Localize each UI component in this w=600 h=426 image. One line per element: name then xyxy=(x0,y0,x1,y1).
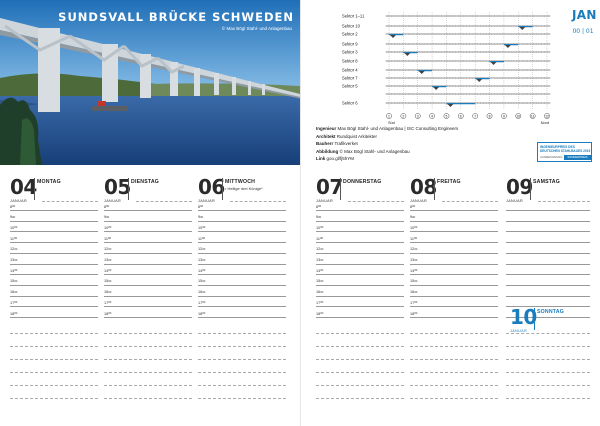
hour-line[interactable] xyxy=(10,274,98,275)
hour-label: $16^{00}$ xyxy=(198,289,206,295)
hour-label: $9^{00}$ xyxy=(104,214,110,220)
day-name: FREITAG xyxy=(437,179,461,185)
hour-label: $16^{00}$ xyxy=(10,289,18,295)
hour-line[interactable] xyxy=(104,306,192,307)
hour-label: $11^{00}$ xyxy=(10,236,18,241)
hour-line[interactable] xyxy=(10,317,98,318)
pier-number: 12 xyxy=(545,114,549,119)
info-bauherr: Bauherr Trafikverket xyxy=(316,141,358,146)
construction-sequence-diagram xyxy=(342,10,554,130)
hour-label: $9^{00}$ xyxy=(198,214,204,220)
support-bracket xyxy=(433,87,439,90)
award-highlight: SONDERPREIS xyxy=(564,155,591,160)
notes-line[interactable] xyxy=(10,385,98,386)
day-donnerstag xyxy=(316,177,404,203)
page-gutter xyxy=(300,0,301,426)
day-divider xyxy=(222,178,223,200)
hour-line[interactable] xyxy=(104,253,192,254)
hour-label: $14^{00}$ xyxy=(198,268,206,273)
hour-label: $13^{00}$ xyxy=(410,257,418,262)
notes-line[interactable] xyxy=(410,385,498,386)
hour-label: $12^{00}$ xyxy=(198,246,206,252)
notes-line[interactable] xyxy=(410,359,498,360)
pier-number: 9 xyxy=(502,114,505,119)
notes-line[interactable] xyxy=(198,346,286,347)
hour-label: $12^{00}$ xyxy=(104,246,112,252)
notes-line[interactable] xyxy=(316,359,404,360)
hour-label: $10^{00}$ xyxy=(410,225,418,230)
support-bracket xyxy=(505,45,511,48)
hour-line[interactable] xyxy=(316,210,404,211)
award-line2: DEUTSCHEN STAHLBAUES 2019 xyxy=(540,148,591,153)
hour-line[interactable] xyxy=(10,306,98,307)
support-bracket xyxy=(476,79,482,82)
hour-label: $17^{00}$ xyxy=(104,300,112,305)
hour-label: $15^{00}$ xyxy=(410,278,418,284)
hour-label: $16^{00}$ xyxy=(104,289,112,295)
section-label: Sektor 6 xyxy=(342,100,358,106)
hour-label: $15^{00}$ xyxy=(198,278,206,284)
header-dotted-line xyxy=(538,201,590,202)
hour-label: $8^{00}$ xyxy=(316,204,322,209)
day-number: 08 xyxy=(410,175,437,199)
hour-label: $10^{00}$ xyxy=(104,225,112,230)
day-month: JANUAR xyxy=(510,329,527,333)
hour-line[interactable] xyxy=(198,242,286,243)
notes-line[interactable] xyxy=(10,333,98,334)
hour-line[interactable] xyxy=(506,264,590,265)
section-label: Sektor 4 xyxy=(342,67,358,73)
hour-line[interactable] xyxy=(198,231,286,232)
hour-line[interactable] xyxy=(198,317,286,318)
hour-line[interactable] xyxy=(410,306,498,307)
hour-line[interactable] xyxy=(104,210,192,211)
support-bracket xyxy=(390,35,396,38)
notes-line[interactable] xyxy=(198,398,286,399)
notes-line[interactable] xyxy=(506,372,590,373)
day-divider xyxy=(530,178,531,200)
notes-line[interactable] xyxy=(410,398,498,399)
hour-label: $10^{00}$ xyxy=(316,225,324,230)
day-month: JANUAR xyxy=(410,199,427,203)
hour-line[interactable] xyxy=(506,285,590,286)
hour-line[interactable] xyxy=(104,317,192,318)
hour-label: $8^{00}$ xyxy=(10,204,16,209)
hour-label: $12^{00}$ xyxy=(410,246,418,252)
pier-number: 7 xyxy=(474,114,477,119)
day-name: MITTWOCH xyxy=(225,179,256,185)
hour-label: $18^{00}$ xyxy=(10,311,18,316)
day-name: DIENSTAG xyxy=(131,179,160,185)
header-dotted-line xyxy=(136,201,192,202)
award-badge xyxy=(537,142,592,162)
day-sonntag xyxy=(510,307,590,333)
info-abbildung: Abbildung © Max Bögl Stahl- und Anlagenbau xyxy=(316,148,410,154)
photo-title: SUNDSVALL BRÜCKE SCHWEDEN xyxy=(58,10,294,24)
day-name: SAMSTAG xyxy=(533,179,560,185)
support-bracket xyxy=(419,71,425,74)
day-month: JANUAR xyxy=(316,199,333,203)
hour-line[interactable] xyxy=(10,264,98,265)
hour-line[interactable] xyxy=(316,264,404,265)
notes-line[interactable] xyxy=(316,385,404,386)
notes-line[interactable] xyxy=(104,346,192,347)
notes-line[interactable] xyxy=(316,372,404,373)
hour-label: $18^{00}$ xyxy=(198,311,206,316)
hour-label: $11^{00}$ xyxy=(410,236,418,241)
hour-label: $13^{00}$ xyxy=(198,257,206,262)
hour-label: $18^{00}$ xyxy=(104,311,112,316)
hour-line[interactable] xyxy=(10,221,98,222)
day-divider xyxy=(434,178,435,200)
notes-line[interactable] xyxy=(10,346,98,347)
hour-line[interactable] xyxy=(10,253,98,254)
hour-line[interactable] xyxy=(104,221,192,222)
day-name: SONNTAG xyxy=(537,309,564,315)
notes-line[interactable] xyxy=(104,398,192,399)
hour-label: $15^{00}$ xyxy=(10,278,18,284)
hour-line[interactable] xyxy=(410,285,498,286)
hour-label: $18^{00}$ xyxy=(410,311,418,316)
section-label: Sektor 8 xyxy=(342,58,358,64)
hour-label: $10^{00}$ xyxy=(198,225,206,230)
hour-line[interactable] xyxy=(316,221,404,222)
info-ingenieur: Ingenieur Max Bögl Stahl- und Anlagenbau | ISC Consulting Engineers xyxy=(316,126,459,131)
day-divider xyxy=(34,178,35,200)
hour-line[interactable] xyxy=(10,285,98,286)
hour-label: $17^{00}$ xyxy=(198,300,206,305)
hour-line[interactable] xyxy=(198,296,286,297)
hour-line[interactable] xyxy=(410,253,498,254)
hour-label: $11^{00}$ xyxy=(316,236,324,241)
day-name: MONTAG xyxy=(37,179,61,185)
support-bracket xyxy=(491,62,497,65)
hour-line[interactable] xyxy=(316,231,404,232)
notes-line[interactable] xyxy=(410,372,498,373)
hour-line[interactable] xyxy=(198,285,286,286)
section-label: Sektor 9 xyxy=(342,41,358,47)
hour-label: $17^{00}$ xyxy=(10,300,18,305)
hour-label: $11^{00}$ xyxy=(104,236,112,241)
hour-label: $12^{00}$ xyxy=(10,246,18,252)
month-number: 00 | 01 xyxy=(572,28,594,35)
header-dotted-line xyxy=(230,201,286,202)
axis-left-label: Süd xyxy=(388,121,395,125)
day-number: 04 xyxy=(10,175,37,199)
hour-line[interactable] xyxy=(410,210,498,211)
header-dotted-line xyxy=(42,201,98,202)
day-month: JANUAR xyxy=(10,199,27,203)
day-divider xyxy=(534,308,535,330)
hour-line[interactable] xyxy=(316,253,404,254)
award-line1: INGENIEURPREIS DES xyxy=(540,144,575,149)
section-label: Sektor 7 xyxy=(342,75,358,81)
photo-credit: © Max Bögl Stahl- und Anlagenbau xyxy=(221,26,292,31)
header-dotted-line xyxy=(348,201,404,202)
hour-line[interactable] xyxy=(104,285,192,286)
hour-line[interactable] xyxy=(506,296,590,297)
hour-line[interactable] xyxy=(410,274,498,275)
notes-line[interactable] xyxy=(506,385,590,386)
bridge-photo xyxy=(0,0,300,165)
hour-line[interactable] xyxy=(198,221,286,222)
hour-line[interactable] xyxy=(316,274,404,275)
award-line3: AUSZEICHNUNG xyxy=(540,155,563,159)
hour-line[interactable] xyxy=(316,306,404,307)
hour-line[interactable] xyxy=(198,264,286,265)
notes-line[interactable] xyxy=(410,333,498,334)
day-number: 05 xyxy=(104,175,131,199)
hour-label: $14^{00}$ xyxy=(410,268,418,273)
hour-line[interactable] xyxy=(410,242,498,243)
hour-label: $8^{00}$ xyxy=(410,204,416,209)
notes-line[interactable] xyxy=(316,333,404,334)
hour-line[interactable] xyxy=(104,296,192,297)
hour-line[interactable] xyxy=(410,296,498,297)
hour-line[interactable] xyxy=(10,296,98,297)
day-name: DONNERSTAG xyxy=(343,179,382,185)
notes-line[interactable] xyxy=(104,333,192,334)
notes-line[interactable] xyxy=(10,398,98,399)
notes-line[interactable] xyxy=(316,346,404,347)
hour-line[interactable] xyxy=(316,285,404,286)
pier-number: 6 xyxy=(459,114,462,119)
day-divider xyxy=(340,178,341,200)
hour-line[interactable] xyxy=(506,231,590,232)
hour-label: $17^{00}$ xyxy=(316,300,324,305)
hour-label: $14^{00}$ xyxy=(316,268,324,273)
hour-line[interactable] xyxy=(198,274,286,275)
hour-line[interactable] xyxy=(506,210,590,211)
notes-line[interactable] xyxy=(198,372,286,373)
hour-label: $18^{00}$ xyxy=(316,311,324,316)
day-dienstag xyxy=(104,177,192,203)
notes-line[interactable] xyxy=(506,333,590,334)
day-number: 06 xyxy=(198,175,225,199)
notes-line[interactable] xyxy=(104,372,192,373)
hour-label: $13^{00}$ xyxy=(104,257,112,262)
pier-number: 2 xyxy=(402,114,405,119)
day-mittwoch xyxy=(198,177,286,203)
hour-line[interactable] xyxy=(506,242,590,243)
hour-label: $17^{00}$ xyxy=(410,300,418,305)
day-samstag xyxy=(506,177,590,203)
day-number: 07 xyxy=(316,175,343,199)
bridge-illustration xyxy=(0,0,300,165)
notes-line[interactable] xyxy=(104,385,192,386)
pier-number: 4 xyxy=(431,114,434,119)
hour-line[interactable] xyxy=(10,210,98,211)
day-number: 10 xyxy=(510,305,537,329)
month-block xyxy=(572,8,597,35)
pier-number: 11 xyxy=(530,114,535,119)
hour-label: $15^{00}$ xyxy=(104,278,112,284)
hour-line[interactable] xyxy=(410,317,498,318)
info-architekt: Architekt Rundquist Arkitekter xyxy=(316,133,378,139)
hour-line[interactable] xyxy=(410,221,498,222)
day-freitag xyxy=(410,177,498,203)
info-link[interactable]: Link goo.gl/fj5hYM xyxy=(316,156,355,161)
hour-line[interactable] xyxy=(104,274,192,275)
hour-line[interactable] xyxy=(506,221,590,222)
pier-number: 3 xyxy=(416,114,419,119)
section-label: Sektor 10 xyxy=(342,23,360,29)
pier-number: 10 xyxy=(516,114,521,119)
day-divider xyxy=(128,178,129,200)
day-month: JANUAR xyxy=(506,199,523,203)
hour-line[interactable] xyxy=(506,274,590,275)
hour-line[interactable] xyxy=(198,306,286,307)
hour-line[interactable] xyxy=(198,253,286,254)
section-label: Sektor 2 xyxy=(342,31,358,37)
day-montag xyxy=(10,177,98,203)
support-bracket xyxy=(404,53,410,56)
holiday-note: • Heilige drei Könige* xyxy=(225,186,263,191)
support-bracket xyxy=(519,27,525,30)
section-label: Sektor 1–11 xyxy=(342,13,365,19)
hour-line[interactable] xyxy=(198,210,286,211)
notes-line[interactable] xyxy=(506,346,590,347)
notes-line[interactable] xyxy=(198,359,286,360)
hour-label: $13^{00}$ xyxy=(10,257,18,262)
hour-label: $9^{00}$ xyxy=(10,214,16,220)
notes-line[interactable] xyxy=(104,359,192,360)
hour-line[interactable] xyxy=(10,242,98,243)
header-dotted-line xyxy=(442,201,498,202)
hour-label: $16^{00}$ xyxy=(316,289,324,295)
section-label: Sektor 3 xyxy=(342,49,358,55)
notes-line[interactable] xyxy=(506,359,590,360)
hour-label: $9^{00}$ xyxy=(410,214,416,220)
axis-right-label: Nord xyxy=(540,121,549,125)
notes-line[interactable] xyxy=(10,359,98,360)
support-bracket xyxy=(447,104,453,107)
pier-number: 8 xyxy=(488,114,491,119)
hour-line[interactable] xyxy=(104,242,192,243)
hour-line[interactable] xyxy=(410,264,498,265)
hour-label: $10^{00}$ xyxy=(10,225,18,230)
project-info xyxy=(316,125,458,163)
notes-line[interactable] xyxy=(506,398,590,399)
pier-number: 1 xyxy=(388,114,390,119)
hour-label: $11^{00}$ xyxy=(198,236,206,241)
hour-line[interactable] xyxy=(316,317,404,318)
notes-line[interactable] xyxy=(316,398,404,399)
hour-line[interactable] xyxy=(104,231,192,232)
hour-label: $15^{00}$ xyxy=(316,278,324,284)
notes-line[interactable] xyxy=(198,385,286,386)
pier-number: 5 xyxy=(445,114,448,119)
hour-label: $14^{00}$ xyxy=(104,268,112,273)
hour-line[interactable] xyxy=(316,296,404,297)
hour-label: $8^{00}$ xyxy=(198,204,204,209)
hour-label: $14^{00}$ xyxy=(10,268,18,273)
hour-label: $13^{00}$ xyxy=(316,257,324,262)
day-number: 09 xyxy=(506,175,533,199)
hour-line[interactable] xyxy=(410,231,498,232)
day-month: JANUAR xyxy=(104,199,121,203)
notes-line[interactable] xyxy=(198,333,286,334)
hour-line[interactable] xyxy=(104,264,192,265)
notes-line[interactable] xyxy=(410,346,498,347)
section-label: Sektor 5 xyxy=(342,83,358,89)
hour-line[interactable] xyxy=(316,242,404,243)
hour-line[interactable] xyxy=(506,253,590,254)
month-name: JAN xyxy=(572,8,597,22)
hour-label: $8^{00}$ xyxy=(104,204,110,209)
day-month: JANUAR xyxy=(198,199,215,203)
hour-line[interactable] xyxy=(10,231,98,232)
hour-label: $12^{00}$ xyxy=(316,246,324,252)
notes-line[interactable] xyxy=(10,372,98,373)
hour-label: $9^{00}$ xyxy=(316,214,322,220)
hour-label: $16^{00}$ xyxy=(410,289,418,295)
